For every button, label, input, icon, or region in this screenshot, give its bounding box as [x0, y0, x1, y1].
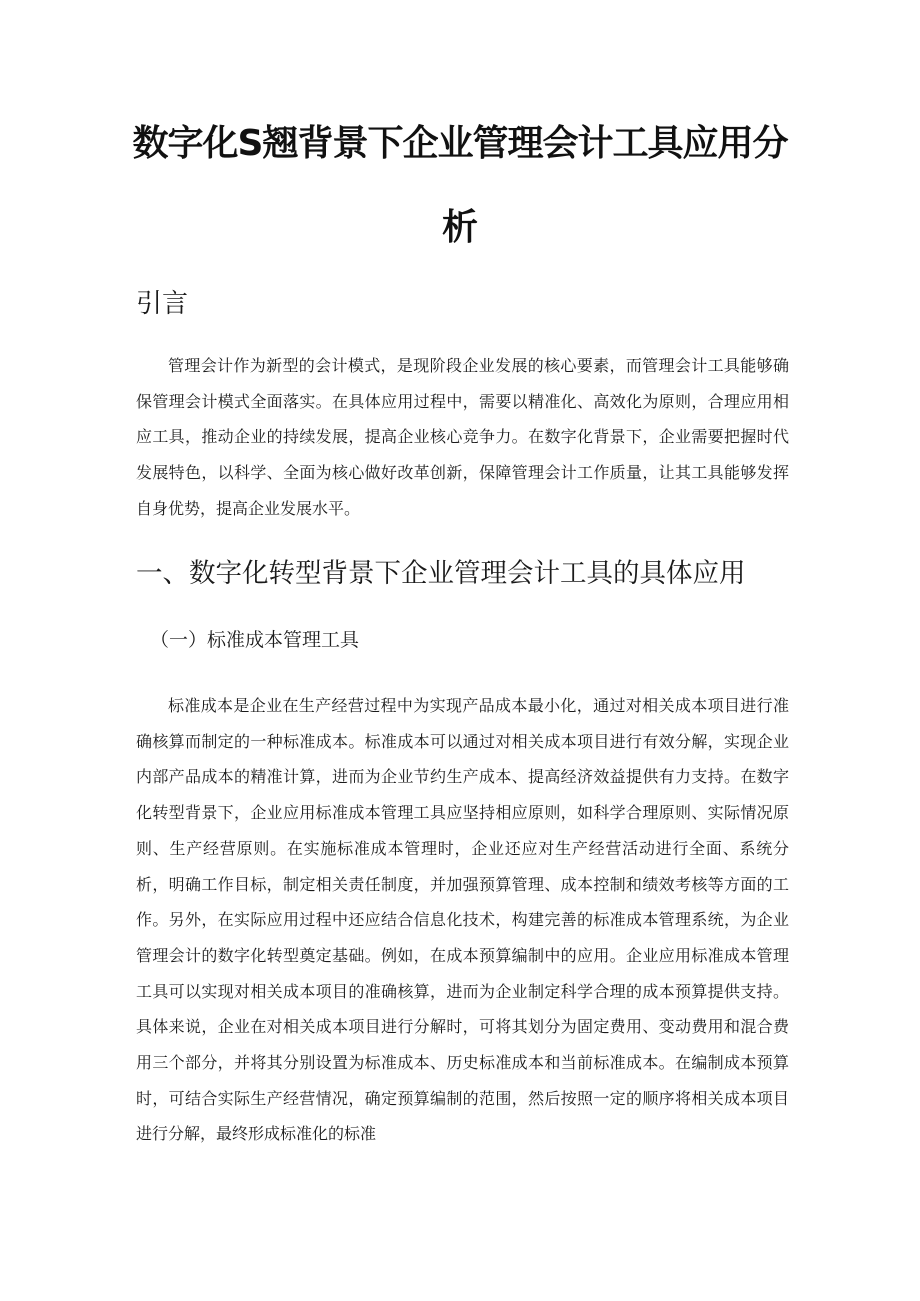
document-title: 数字化S翘背景下企业管理会计工具应用分 — [132, 123, 788, 164]
section-heading: 一、数字化转型背景下企业管理会计工具的具体应用 — [136, 558, 746, 589]
body-paragraph: 标准成本是企业在生产经营过程中为实现产品成本最小化，通过对相关成本项目进行准确核算而制定的一种标准成本。标准成本可以通过对相关成本项目进行有效分解，实现企业内部产品成本的精准计算，进而为企业节约生产成本、提高经济效益提供有力支持。在数字化转型背景下，企业应用标准成本管理工具应坚持相应原则，如科学合理原则、实际情况原则、生产经营原则。在实施标准成本管理时，企业还应对生产经营活动进行全面、系统分析，明确工作目标，制定相关责任制度，并加强预算管理、成本控制和绩效考核等方面的工作。另外，在实际应用过程中还应结合信息化技术，构建完善的标准成本管理系统，为企业管理会计的数字化转型奠定基础。例如，在成本预算编制中的应用。企业应用标准成本管理工具可以实现对相关成本项目的准确核算，进而为企业制定科学合理的成本预算提供支持。具体来说，企业在对相关成本项目进行分解时，可将其划分为固定费用、变动费用和混合费用三个部分，并将其分别设置为标准成本、历史标准成本和当前标准成本。在编制成本预算时，可结合实际生产经营情况，确定预算编制的范围，然后按照一定的顺序将相关成本项目进行分解，最终形成标准化的标准 — [136, 696, 789, 1144]
subsection-heading: （一）标准成本管理工具 — [150, 629, 360, 651]
document-title-continuation: 析 — [441, 207, 478, 248]
intro-heading: 引言 — [136, 289, 189, 319]
intro-paragraph: 管理会计作为新型的会计模式，是现阶段企业发展的核心要素，而管理会计工具能够确保管理会计模式全面落实。在具体应用过程中，需要以精准化、高效化为原则，合理应用相应工具，推动企业的持续发展，提高企业核心竞争力。在数字化背景下，企业需要把握时代发展特色，以科学、全面为核心做好改革创新，保障管理会计工作质量，让其工具能够发挥自身优势，提高企业发展水平。 — [136, 356, 789, 518]
